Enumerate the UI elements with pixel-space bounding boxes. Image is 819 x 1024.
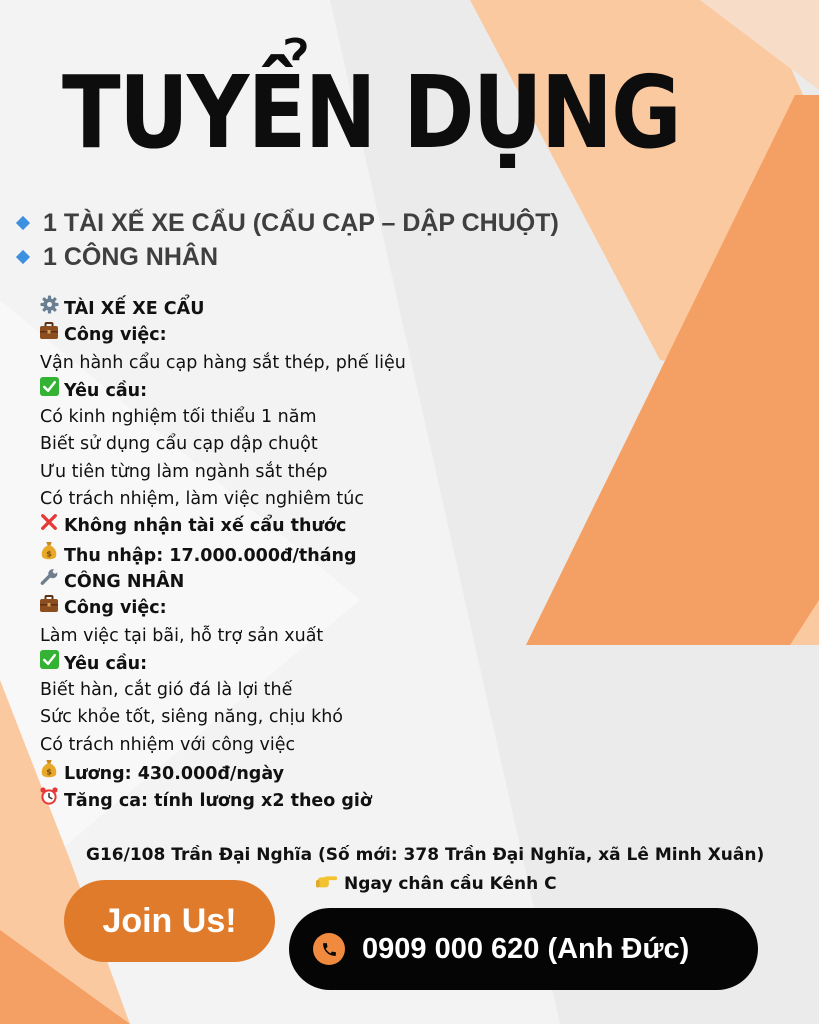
positions-list xyxy=(14,206,559,274)
phone-icon xyxy=(313,933,345,965)
briefcase-icon xyxy=(38,595,60,622)
briefcase-icon xyxy=(38,322,60,349)
driver-req: Biết sử dụng cẩu cạp dập chuột xyxy=(40,434,318,455)
position-item xyxy=(14,240,559,274)
position-item xyxy=(14,206,559,240)
phone-number: 0909 000 620 (Anh Đức) xyxy=(362,932,690,965)
worker-job-label: Công việc: xyxy=(38,595,406,622)
landmark: Ngay chân cầu Kênh C xyxy=(316,873,557,894)
page-title: TUYỂN DỤNG xyxy=(62,54,681,171)
alarm-clock-icon xyxy=(38,786,60,815)
driver-req: Ưu tiên từng làm ngành sắt thép xyxy=(40,461,328,482)
worker-overtime: Tăng ca: tính lương x2 theo giờ xyxy=(38,786,406,813)
address: G16/108 Trần Đại Nghĩa (Số mới: 378 Trần Đại Nghĩa, xã Lê Minh Xuân) xyxy=(86,845,765,865)
driver-req-label: Yêu cầu: xyxy=(38,377,406,404)
position-label: 1 CÔNG NHÂN xyxy=(43,242,219,271)
driver-heading: TÀI XẾ XE CẨU xyxy=(38,295,406,322)
svg-text:$: $ xyxy=(46,548,52,559)
driver-exclusion: Không nhận tài xế cẩu thước xyxy=(38,513,406,540)
check-icon xyxy=(38,650,60,678)
worker-job: Làm việc tại bãi, hỗ trợ sản xuất xyxy=(40,625,324,646)
diamond-bullet-icon xyxy=(16,250,30,264)
cross-icon xyxy=(38,513,60,540)
wrench-icon xyxy=(38,568,60,596)
worker-req-label: Yêu cầu: xyxy=(38,650,406,677)
check-icon xyxy=(38,377,60,405)
worker-req: Sức khỏe tốt, siêng năng, chịu khó xyxy=(40,707,344,728)
worker-req: Biết hàn, cắt gió đá là lợi thế xyxy=(40,680,293,701)
worker-salary: $ Lương: 430.000đ/ngày xyxy=(38,759,406,786)
job-details xyxy=(38,295,406,814)
worker-heading: CÔNG NHÂN xyxy=(38,568,406,595)
driver-job-label: Công việc: xyxy=(38,322,406,349)
worker-req: Có trách nhiệm với công việc xyxy=(40,734,296,755)
phone-contact[interactable] xyxy=(289,908,758,990)
join-us-button[interactable]: Join Us! xyxy=(64,880,275,962)
position-label: 1 TÀI XẾ XE CẨU (CẨU CẠP – DẬP CHUỘT) xyxy=(43,208,559,237)
driver-req: Có kinh nghiệm tối thiểu 1 năm xyxy=(40,407,317,428)
money-bag-icon xyxy=(38,541,60,570)
pointing-hand-icon xyxy=(316,873,338,894)
driver-income: $ Thu nhập: 17.000.000đ/tháng xyxy=(38,541,406,568)
svg-text:$: $ xyxy=(46,766,52,777)
money-bag-icon xyxy=(38,759,60,788)
diamond-bullet-icon xyxy=(16,216,30,230)
driver-job: Vận hành cẩu cạp hàng sắt thép, phế liệu xyxy=(40,352,406,373)
driver-req: Có trách nhiệm, làm việc nghiêm túc xyxy=(40,489,364,510)
gear-icon xyxy=(38,295,60,323)
